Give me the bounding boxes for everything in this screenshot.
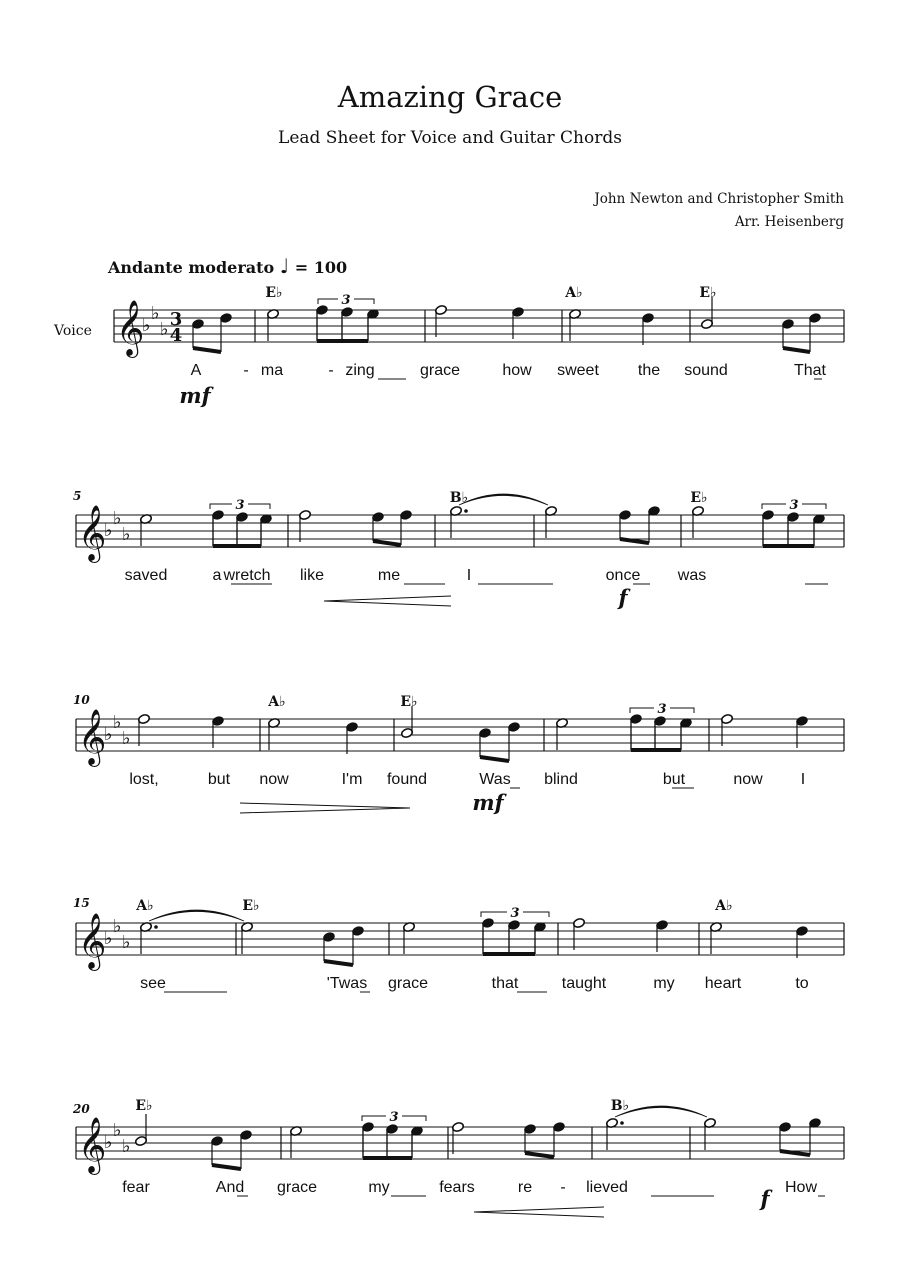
dynamic-marking: mf xyxy=(179,383,211,408)
flat-icon: ♭ xyxy=(113,712,122,733)
flat-icon: ♭ xyxy=(142,315,151,336)
beam xyxy=(783,348,810,352)
beam xyxy=(525,1153,554,1157)
measure-number: 15 xyxy=(73,896,90,910)
lyric-syllable: fear xyxy=(122,1179,150,1196)
lyric-syllable: wretch xyxy=(223,567,271,584)
lyric-syllable: found xyxy=(386,771,428,788)
chord-symbol: A♭ xyxy=(268,694,286,710)
lyric-syllable: grace xyxy=(276,1179,318,1196)
lyric-syllable: lieved xyxy=(586,1179,628,1196)
lyric-syllable: - xyxy=(328,362,334,379)
lyric-syllable: - xyxy=(243,362,249,379)
lyric-syllable: my xyxy=(368,1179,390,1196)
flat-icon: ♭ xyxy=(151,303,160,324)
lyric-syllable: I'm xyxy=(341,771,363,788)
lyric-syllable: but xyxy=(662,771,686,788)
tie-arc xyxy=(459,494,548,505)
measure-number: 5 xyxy=(73,489,82,503)
dynamic-marking: f xyxy=(618,585,628,610)
lyric-syllable: me xyxy=(377,567,401,584)
tuplet-number: 3 xyxy=(657,702,667,717)
staff-system xyxy=(114,297,844,358)
measure-number: 10 xyxy=(73,693,90,707)
time-signature-top: 3 xyxy=(169,309,183,330)
flat-icon: ♭ xyxy=(113,508,122,529)
treble-clef-icon: 𝄞 xyxy=(78,505,107,561)
lyric-syllable: fears xyxy=(439,1179,475,1196)
beam xyxy=(324,961,353,965)
lyric-syllable: see xyxy=(140,975,166,992)
lyric-syllable: 'Twas xyxy=(326,975,368,992)
score-title: Amazing Grace xyxy=(337,80,563,114)
lyric-syllable: I xyxy=(800,771,806,788)
chord-symbol: E♭ xyxy=(242,898,260,914)
flat-icon: ♭ xyxy=(104,1132,113,1153)
flat-icon: ♭ xyxy=(104,928,113,949)
beam xyxy=(780,1151,810,1155)
lyric-syllable: sound xyxy=(684,362,728,379)
tempo-text: Andante moderato xyxy=(108,258,275,277)
chord-symbol: E♭ xyxy=(690,490,708,506)
staff-system xyxy=(76,910,844,971)
staff-system xyxy=(76,706,844,813)
beam xyxy=(193,348,221,352)
flat-icon: ♭ xyxy=(122,728,131,749)
tuplet-number: 3 xyxy=(341,293,351,308)
lyric-syllable: the xyxy=(637,362,661,379)
chord-symbol: E♭ xyxy=(265,285,283,301)
flat-icon: ♭ xyxy=(104,520,113,541)
beam xyxy=(373,541,401,545)
lyric-syllable: my xyxy=(653,975,675,992)
chord-symbol: B♭ xyxy=(449,490,469,506)
flat-icon: ♭ xyxy=(160,319,169,340)
treble-clef-icon: 𝄞 xyxy=(78,913,107,969)
chord-symbol: E♭ xyxy=(135,1098,153,1114)
lyric-syllable: That xyxy=(793,362,827,379)
lyric-syllable: A xyxy=(190,362,202,379)
tuplet-number: 3 xyxy=(235,498,245,513)
beam xyxy=(620,539,649,543)
lyric-syllable: - xyxy=(560,1179,566,1196)
lyric-syllable: saved xyxy=(124,567,168,584)
augmentation-dot xyxy=(620,1121,624,1125)
chord-symbol: A♭ xyxy=(565,285,583,301)
time-signature-bottom: 4 xyxy=(169,325,183,346)
lyric-syllable: ma xyxy=(260,362,284,379)
flat-icon: ♭ xyxy=(122,1136,131,1157)
treble-clef-icon: 𝄞 xyxy=(78,709,107,765)
lyric-syllable: to xyxy=(795,975,809,992)
lyric-syllable: sweet xyxy=(557,362,599,379)
beam xyxy=(480,757,509,761)
crescendo-hairpin xyxy=(474,1207,604,1217)
staff-system xyxy=(76,494,844,606)
lyric-syllable: grace xyxy=(419,362,461,379)
lyric-syllable: taught xyxy=(561,975,607,992)
staff-system xyxy=(76,1106,844,1217)
lyric-syllable: How xyxy=(784,1179,818,1196)
lyric-syllable: blind xyxy=(544,771,578,788)
lyric-syllable: was xyxy=(677,567,707,584)
instrument-label: Voice xyxy=(54,323,92,339)
lyric-syllable: zing xyxy=(345,362,375,379)
crescendo-hairpin xyxy=(324,596,451,606)
dynamic-marking: mf xyxy=(472,790,504,815)
chord-symbol: A♭ xyxy=(136,898,154,914)
lyric-syllable: now xyxy=(259,771,289,788)
tempo-bpm: = 100 xyxy=(294,258,348,277)
quarter-note-icon: ♩ xyxy=(279,254,290,278)
chord-symbol: E♭ xyxy=(400,694,418,710)
score-subtitle: Lead Sheet for Voice and Guitar Chords xyxy=(278,128,622,148)
lyric-syllable: how xyxy=(502,362,532,379)
tuplet-number: 3 xyxy=(389,1110,399,1125)
lyric-syllable: grace xyxy=(387,975,429,992)
measure-number: 20 xyxy=(73,1102,90,1116)
lyric-syllable: once xyxy=(605,567,641,584)
flat-icon: ♭ xyxy=(113,1120,122,1141)
lyric-syllable: I xyxy=(466,567,472,584)
beam xyxy=(212,1165,241,1169)
flat-icon: ♭ xyxy=(122,524,131,545)
lyric-syllable: lost, xyxy=(129,771,159,788)
diminuendo-hairpin xyxy=(240,803,410,813)
tuplet-number: 3 xyxy=(510,906,520,921)
lyric-syllable: Was xyxy=(479,771,511,788)
composer-credit: John Newton and Christopher Smith xyxy=(594,191,844,207)
dynamic-marking: f xyxy=(760,1186,770,1211)
flat-icon: ♭ xyxy=(122,932,131,953)
lyric-syllable: like xyxy=(299,567,325,584)
arranger-credit: Arr. Heisenberg xyxy=(734,214,844,230)
lyric-syllable: heart xyxy=(704,975,742,992)
lyric-syllable: but xyxy=(207,771,231,788)
treble-clef-icon: 𝄞 xyxy=(116,300,145,356)
lyric-syllable: And xyxy=(215,1179,245,1196)
lyric-syllable: that xyxy=(491,975,519,992)
chord-symbol: E♭ xyxy=(699,285,717,301)
treble-clef-icon: 𝄞 xyxy=(78,1117,107,1173)
augmentation-dot xyxy=(154,925,158,929)
chord-symbol: A♭ xyxy=(715,898,733,914)
lyric-syllable: re xyxy=(517,1179,533,1196)
chord-symbol: B♭ xyxy=(610,1098,630,1114)
lyric-syllable: a xyxy=(212,567,222,584)
tuplet-number: 3 xyxy=(789,498,799,513)
tie-arc xyxy=(149,910,244,921)
flat-icon: ♭ xyxy=(113,916,122,937)
augmentation-dot xyxy=(464,509,468,513)
lyric-syllable: now xyxy=(733,771,763,788)
flat-icon: ♭ xyxy=(104,724,113,745)
